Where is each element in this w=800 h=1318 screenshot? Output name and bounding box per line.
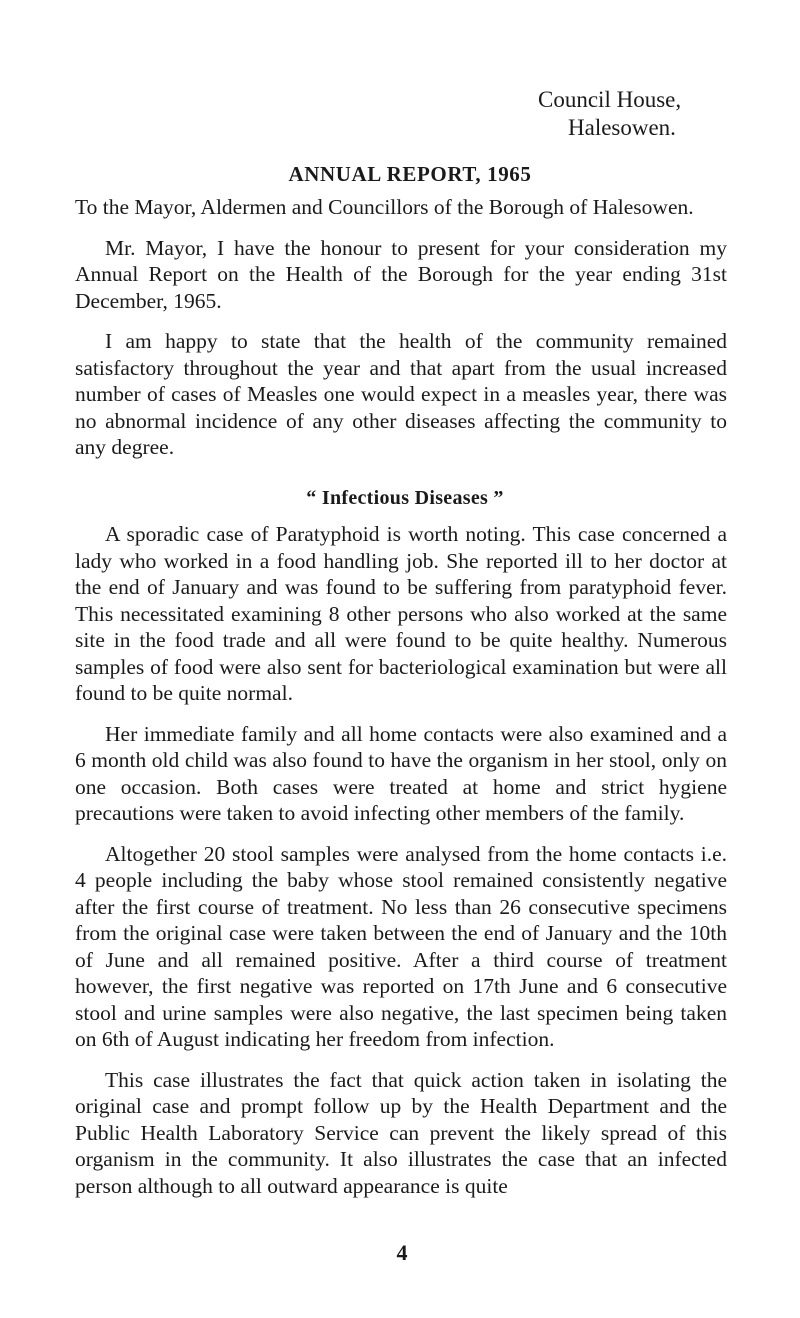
section-paragraph-1: A sporadic case of Paratyphoid is worth noting. This case concerned a lady who worked in a food handling job. She reported ill to her doctor at the end of January and was found to be suffering from paratyphoid fever. This necessitated examining 8 other persons who also worked at the same site in the food trade and all were found to be quite healthy. Numerous samples of food were also sent for bacteriological examination but were all found to be quite normal.: [75, 522, 727, 705]
intro-paragraph-1: Mr. Mayor, I have the honour to present for your consideration my Annual Report on the Health of the Borough for the year ending 31st December, 1965.: [75, 235, 727, 313]
salutation: [75, 194, 727, 221]
address-line-2: Halesowen.: [568, 115, 676, 140]
sender-address: [538, 86, 778, 142]
section-paragraph-4: This case illustrates the fact that quick action taken in isolating the original case and prompt follow up by the Health Department and the Public Health Laboratory Service can prevent the likely spread of this organism in the community. It also illustrates the case that an infected person although to all outward appearance is quite: [75, 1067, 727, 1198]
section-paragraph-2: Her immediate family and all home contacts were also examined and a 6 month old child was also found to have the organism in her stool, only on one occasion. Both cases were treated at home and strict hygiene precautions were taken to avoid infecting other members of the family.: [75, 721, 727, 825]
address-line-1: Council House,: [538, 87, 682, 112]
intro-paragraph-2: I am happy to state that the health of the community remained satisfactory throughout the year and that apart from the usual increased number of cases of Measles one would expect in a measles year, there was no abnormal incidence of any other diseases affecting the community to any degree.: [75, 329, 727, 459]
report-title: ANNUAL REPORT, 1965: [288, 162, 532, 186]
section-heading-infectious-diseases: “ Infectious Diseases ”: [306, 486, 504, 509]
salutation-text: To the Mayor, Aldermen and Councillors of the Borough of Halesowen.: [75, 195, 694, 219]
report-body: [75, 194, 727, 1213]
page-number: 4: [396, 1240, 408, 1265]
section-paragraph-3: Altogether 20 stool samples were analysed from the home contacts i.e. 4 people including the baby whose stool remained consistently negative after the first course of treatment. No less than 26 consecutive specimens from the original case were taken between the end of January and the 10th of June and all remained positive. After a third course of treatment however, the first negative was reported on 17th June and 6 consecutive stool and urine samples were also negative, the last specimen being taken on 6th of August indicating her freedom from infection.: [75, 841, 727, 1051]
